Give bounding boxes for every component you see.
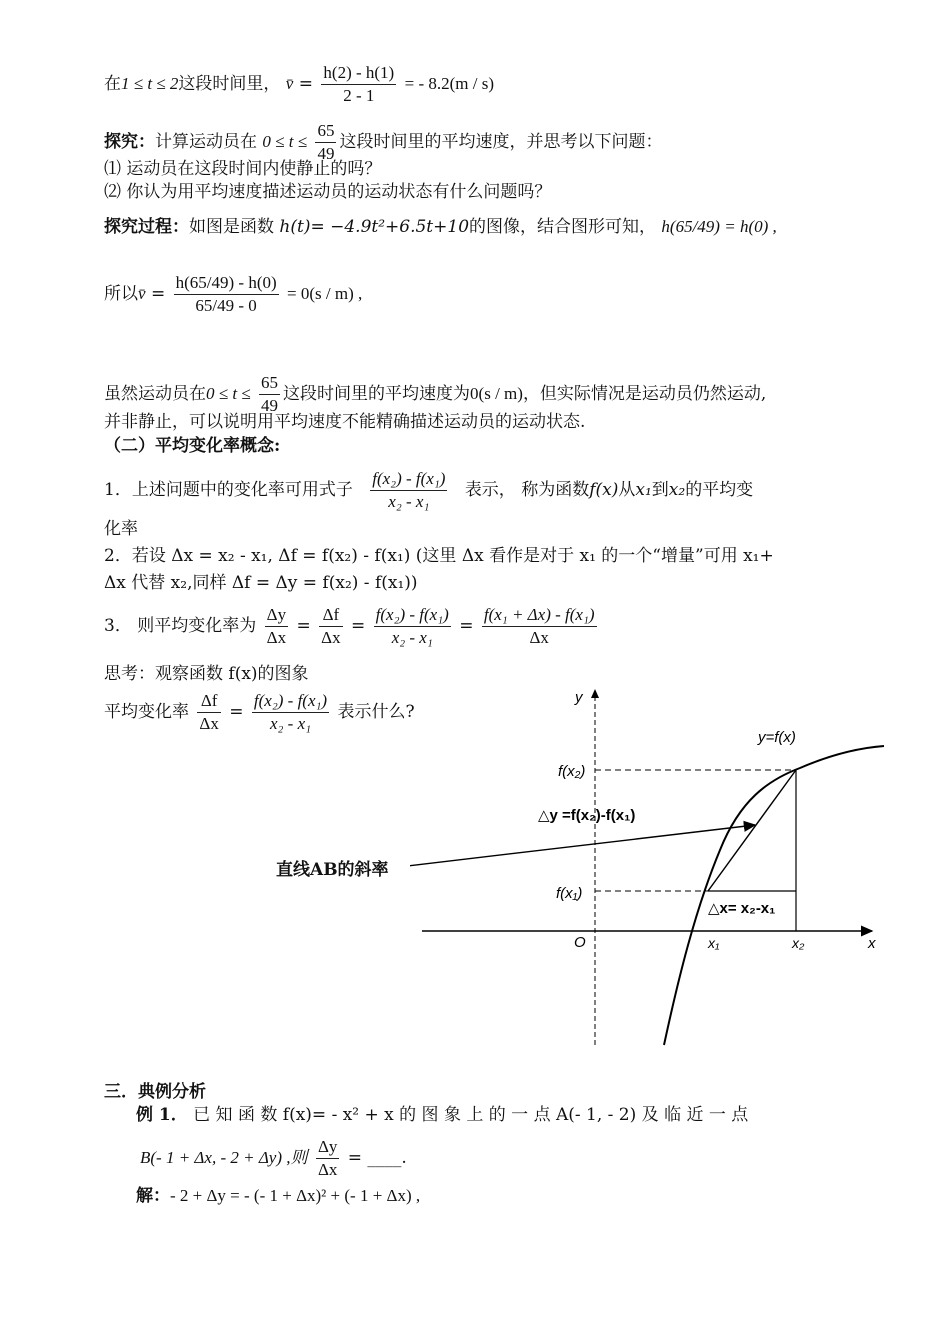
- curve: [664, 746, 884, 1045]
- fx2-label: f(x₂): [558, 763, 586, 780]
- section-3-heading: 三．典例分析: [104, 1082, 206, 1102]
- fraction: $\frac{h(2) - h(1)}{2 - 1}$: [323, 63, 395, 105]
- fraction: $\frac{\Delta y}{\Delta x}$: [266, 605, 287, 647]
- fraction: $\frac{\Delta f}{\Delta x}$: [199, 691, 219, 733]
- delta-y-label: △y =f(x₂)-f(x₁): [538, 807, 636, 824]
- fraction: $\frac{\text{f(x₂) - f(x₁)}}{\text{x₂ - x₁}}$: [375, 605, 449, 647]
- y-axis-label: y: [575, 689, 583, 706]
- explore-line: 探究：计算运动员在 0 ≤ t ≤ $\frac{65}{49}$ 这段时间里的平均速度，并思考以下问题：: [104, 121, 663, 163]
- although-line: 虽然运动员在0 ≤ t ≤ $\frac{65}{49}$ 这段时间里的平均速度为0(s / m)，但实际情况是运动员仍然运动,: [104, 373, 767, 415]
- question-1: ⑴ 运动员在这段时间内使静止的吗？: [104, 159, 382, 179]
- so-line: 所以v̄ = $\frac{h(65/49) - h(0)}{65/49 - 0}$ = 0(s / m) ,: [104, 273, 363, 315]
- x1-label: x₁: [708, 935, 720, 951]
- fraction: $\frac{\Delta y}{\Delta x}$: [317, 1137, 338, 1179]
- arrow-to-secant: [410, 825, 755, 868]
- curve-label: y=f(x): [758, 729, 796, 746]
- secant-ab: [708, 770, 796, 891]
- fraction: $\frac{\text{f(x₂) - f(x₁)}}{\text{x₂ - x₁}}$: [253, 691, 328, 733]
- slope-ab-label: 直线AB的斜率: [276, 860, 389, 880]
- x2-label: x₂: [792, 935, 805, 951]
- fx1-label: f(x₁): [556, 885, 583, 902]
- fraction: $\frac{h(65/49) - h(0)}{65/49 - 0}$: [175, 273, 277, 315]
- although-line-2: 并非静止，可以说明用平均速度不能精确描述运动员的运动状态.: [104, 412, 586, 432]
- item-1-cont: 化率: [104, 519, 138, 539]
- x-axis-label: x: [868, 935, 876, 952]
- origin-label: O: [574, 934, 586, 951]
- fraction: $\frac{\text{f(x₂) - f(x₁)}}{\text{x₂ - x₁}}$: [372, 469, 446, 511]
- solution-line: 解：- 2 + Δy = - (- 1 + Δx)² + (- 1 + Δx) ,: [136, 1186, 421, 1206]
- function-graph: [410, 680, 890, 1050]
- fraction: $\frac{\Delta f}{\Delta x}$: [321, 605, 341, 647]
- example-1: 例 1． 已 知 函 数 f(x)= - x² + x 的 图 象 上 的 一 点 A(- 1, - 2) 及 临 近 一 点: [136, 1105, 749, 1125]
- fraction: $\frac{\text{f(x₁ + Δx) - f(x₁)}}{\Delta x}$: [483, 605, 595, 647]
- line-average-speed-1-2: 在1 ≤ t ≤ 2这段时间里， v̄ = $\frac{h(2) - h(1)}{2 - 1}$ = - 8.2(m / s): [104, 63, 495, 105]
- item-1: 1．上述问题中的变化率可用式子 $\frac{\text{f(x₂) - f(x₁)}}{\text{x₂ - x₁}}$ 表示， 称为函数f(x)从x₁到x₂的平均变: [104, 469, 754, 511]
- example-1-cont: B(- 1 + Δx, - 2 + Δy) ,则 $\frac{\Delta y}{\Delta x}$ = ____.: [140, 1137, 407, 1179]
- fraction: $\frac{65}{49}$: [317, 121, 335, 163]
- think-line-2: 平均变化率 $\frac{\Delta f}{\Delta x}$ = $\frac{\text{f(x₂) - f(x₁)}}{\text{x₂ - x₁}}$ 表示什么?: [104, 691, 415, 733]
- item-3: 3． 则平均变化率为 $\frac{\Delta y}{\Delta x}$ = $\frac{\Delta f}{\Delta x}$ = $\frac{\text{f(x₂) - f(x₁)}}{\text{x₂ - x₁}}$ = $\frac{\text{f(x₁ + Δx) - f(x₁)}}{\Delta x}$: [104, 605, 595, 647]
- think-line: 思考：观察函数 f(x)的图象: [104, 664, 309, 684]
- fraction: $\frac{65}{49}$: [261, 373, 279, 415]
- question-2: ⑵ 你认为用平均速度描述运动员的运动状态有什么问题吗？: [104, 182, 552, 202]
- delta-x-label: △x= x₂-x₁: [708, 900, 776, 917]
- section-2-heading: （二）平均变化率概念:: [104, 436, 281, 456]
- process-line: 探究过程：如图是函数 h(t)= −4.9t²+6.5t+10的图像，结合图形可知， h(65/49) = h(0) ,: [104, 217, 777, 237]
- item-2-cont: Δx 代替 x₂,同样 Δf = Δy = f(x₂) - f(x₁)): [104, 573, 418, 593]
- item-2: 2．若设 Δx = x₂ - x₁, Δf = f(x₂) - f(x₁) (这里 Δx 看作是对于 x₁ 的一个“增量”可用 x₁+: [104, 546, 774, 566]
